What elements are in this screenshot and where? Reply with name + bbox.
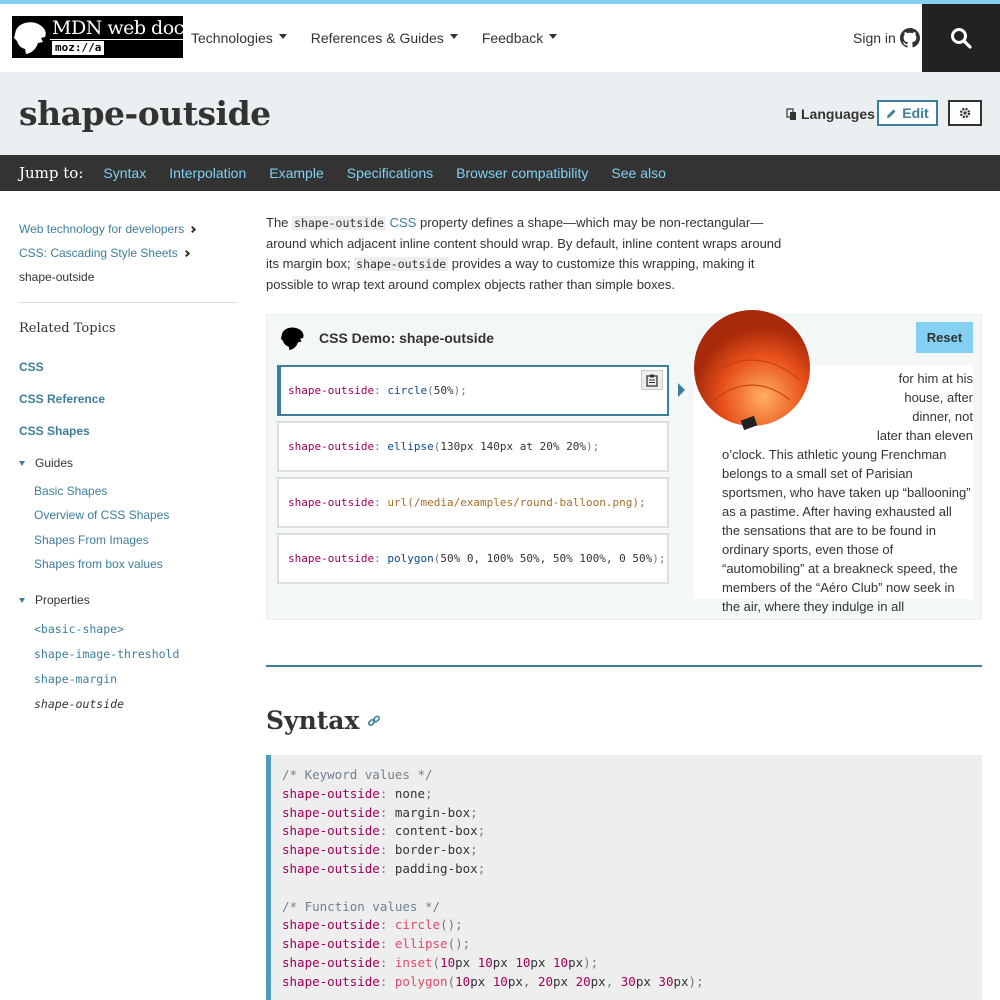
sidebar-prop-shape-margin[interactable]: shape-margin bbox=[34, 671, 118, 686]
demo-header bbox=[277, 323, 494, 353]
sidebar-link-css[interactable]: CSS bbox=[19, 360, 44, 374]
inline-code: shape-outside bbox=[294, 216, 385, 230]
dinosaur-icon bbox=[277, 323, 309, 353]
nav-feedback[interactable] bbox=[482, 30, 557, 46]
github-icon bbox=[900, 28, 920, 48]
edit-label: Edit bbox=[902, 105, 929, 121]
jump-link-example[interactable]: Example bbox=[269, 165, 324, 181]
code-comment: /* Keyword values */ bbox=[282, 767, 433, 782]
code-function: polygon bbox=[387, 552, 434, 565]
demo-choice-url[interactable]: shape-outside : url(/media/examples/round-balloon.png) ; bbox=[277, 477, 669, 528]
caret-down-icon bbox=[279, 34, 287, 39]
sidebar-guide-box-values[interactable]: Shapes from box values bbox=[34, 557, 163, 572]
code-property: shape-outside bbox=[288, 384, 375, 397]
triangle-down-icon bbox=[19, 461, 25, 466]
code-property: shape-outside bbox=[288, 496, 375, 509]
code-property: shape-outside bbox=[282, 860, 380, 876]
code-args: 50% 0, 100% 50%, 50% 100%, 0 50% bbox=[440, 552, 653, 565]
nav-feedback-label: Feedback bbox=[481, 30, 544, 46]
sidebar-group-guides[interactable] bbox=[19, 447, 237, 479]
code-keyword: content-box bbox=[394, 823, 478, 839]
demo-choice-polygon[interactable]: shape-outside : polygon ( 50% 0, 100% 50%, 50% 100%, 0 50% ); bbox=[277, 533, 669, 584]
code-keyword: margin-box bbox=[394, 804, 471, 820]
jump-bar bbox=[0, 155, 1000, 191]
pencil-icon bbox=[886, 108, 897, 119]
intro-text: provides a way to customize this wrapping, making it possible to wrap text around complex objects rather than simple boxes. bbox=[266, 256, 755, 292]
sidebar-link-css-reference[interactable]: CSS Reference bbox=[19, 392, 106, 406]
site-header bbox=[0, 4, 1000, 72]
sidebar-guide-basic-shapes[interactable]: Basic Shapes bbox=[34, 484, 108, 499]
syntax-code-block: /* Keyword values */ shape-outside: none; shape-outside: margin-box; shape-outside: content-box; shape-outside: border-box; shape-outside: padding-box; /* Function values */ shape-outside: circle(); shape-outside: ellipse(); shape-outside: inset(10px 10px 10px 10px); shape-outside: polygon(10px 10px, 20px 20px, 30px 30px); bbox=[266, 755, 982, 1000]
settings-button[interactable] bbox=[948, 100, 982, 126]
breadcrumb-css[interactable] bbox=[19, 241, 237, 265]
gear-icon bbox=[959, 107, 971, 119]
title-bar bbox=[0, 72, 1000, 155]
properties-label: Properties bbox=[35, 593, 90, 608]
chevron-right-icon bbox=[183, 249, 190, 256]
jump-link-specifications[interactable]: Specifications bbox=[346, 165, 434, 181]
interactive-demo bbox=[266, 314, 982, 620]
main-nav bbox=[191, 30, 581, 46]
guides-label: Guides bbox=[35, 456, 74, 470]
demo-title: CSS Demo: shape-outside bbox=[319, 330, 495, 346]
code-property: shape-outside bbox=[282, 823, 380, 839]
code-keyword: none bbox=[394, 785, 426, 801]
breadcrumb-current bbox=[19, 265, 237, 289]
code-property: shape-outside bbox=[282, 954, 380, 970]
code-keyword: padding-box bbox=[394, 860, 478, 876]
demo-output bbox=[694, 365, 973, 614]
sidebar-prop-shape-image-threshold[interactable]: shape-image-threshold bbox=[34, 646, 180, 661]
nav-references-guides[interactable] bbox=[311, 30, 458, 46]
code-property: shape-outside bbox=[282, 917, 380, 933]
brand-name: MDN web docs bbox=[52, 17, 194, 39]
inline-code: shape-outside bbox=[356, 257, 447, 271]
caret-down-icon bbox=[450, 34, 458, 39]
languages-label: Languages bbox=[801, 106, 875, 122]
jump-label: Jump to: bbox=[19, 164, 84, 182]
demo-choice-circle[interactable]: shape-outside : circle ( 50% ); bbox=[277, 365, 669, 416]
mozilla-wordmark: moz://a bbox=[52, 41, 104, 55]
output-line: house, after bbox=[904, 390, 973, 405]
code-args: 130px 140px at 20% 20% bbox=[440, 440, 587, 453]
syntax-heading-label: Syntax bbox=[266, 706, 360, 735]
copy-button[interactable] bbox=[641, 370, 663, 390]
output-line: dinner, not bbox=[912, 409, 973, 424]
breadcrumb-web-tech[interactable] bbox=[19, 217, 237, 241]
breadcrumb-label: CSS: Cascading Style Sheets bbox=[19, 246, 178, 260]
intro-text: The bbox=[266, 215, 293, 230]
sidebar-link-css-shapes[interactable]: CSS Shapes bbox=[19, 424, 90, 438]
triangle-down-icon bbox=[19, 598, 25, 603]
reset-button[interactable]: Reset bbox=[916, 322, 973, 353]
breadcrumb-label: Web technology for developers bbox=[19, 222, 185, 236]
sign-in-label: Sign in bbox=[853, 30, 896, 46]
output-line: o’clock. This athletic young Frenchman belongs to a small set of Parisian sportsmen, who have taken up “ballooning” as a pastime. After having exhausted all the sensations that are to be found in ordinary sports, even those of “automobiling” at a breakneck speed, the members of the “Aéro Club” now seek in the air, where they indulge in all bbox=[722, 447, 971, 614]
dinosaur-icon bbox=[12, 16, 50, 58]
code-comment: /* Function values */ bbox=[282, 898, 441, 914]
sidebar bbox=[19, 217, 237, 716]
code-property: shape-outside bbox=[282, 842, 380, 858]
code-property: shape-outside bbox=[288, 552, 375, 565]
related-topics-heading: Related Topics bbox=[19, 321, 116, 336]
nav-references-label: References & Guides bbox=[310, 30, 444, 46]
demo-choice-ellipse[interactable]: shape-outside : ellipse ( 130px 140px at 20% 20% ); bbox=[277, 421, 669, 472]
jump-link-see-also[interactable]: See also bbox=[611, 165, 666, 181]
jump-link-browser-compat[interactable]: Browser compatibility bbox=[456, 165, 589, 181]
edit-button[interactable] bbox=[877, 100, 938, 126]
css-link[interactable]: CSS bbox=[389, 215, 417, 230]
code-function: circle bbox=[387, 384, 428, 397]
language-icon bbox=[786, 108, 797, 121]
code-property: shape-outside bbox=[288, 440, 375, 453]
code-url: url(/media/examples/round-balloon.png) bbox=[387, 496, 640, 509]
code-keyword: border-box bbox=[394, 842, 471, 858]
code-property: shape-outside bbox=[282, 804, 380, 820]
sign-in-link[interactable] bbox=[853, 28, 920, 48]
search-button[interactable] bbox=[922, 4, 1000, 72]
spacer bbox=[19, 576, 237, 584]
languages-button[interactable] bbox=[786, 106, 875, 122]
chevron-right-icon bbox=[189, 225, 196, 232]
code-property: shape-outside bbox=[282, 785, 380, 801]
code-function: ellipse bbox=[387, 440, 434, 453]
syntax-heading bbox=[266, 706, 381, 735]
sidebar-guide-overview[interactable]: Overview of CSS Shapes bbox=[34, 508, 170, 523]
clipboard-icon bbox=[646, 374, 658, 387]
nav-technologies-label: Technologies bbox=[191, 30, 273, 46]
sidebar-prop-shape-outside: shape-outside bbox=[34, 696, 125, 711]
link-icon[interactable] bbox=[367, 714, 381, 728]
jump-link-syntax[interactable]: Syntax bbox=[103, 165, 147, 181]
sidebar-group-properties[interactable] bbox=[19, 584, 237, 616]
section-divider bbox=[266, 665, 982, 667]
nav-technologies[interactable] bbox=[191, 30, 287, 46]
breadcrumb-label: shape-outside bbox=[19, 270, 95, 284]
output-line: for him at his bbox=[898, 371, 973, 386]
code-args: 50% bbox=[433, 384, 454, 397]
sidebar-guide-from-images[interactable]: Shapes From Images bbox=[34, 532, 149, 547]
sidebar-prop-basic-shape[interactable]: <basic-shape> bbox=[34, 621, 125, 636]
mdn-logo[interactable] bbox=[12, 16, 194, 58]
code-property: shape-outside bbox=[282, 936, 380, 952]
sidebar-divider bbox=[19, 302, 237, 303]
caret-down-icon bbox=[549, 34, 557, 39]
jump-link-interpolation[interactable]: Interpolation bbox=[169, 165, 247, 181]
code-property: shape-outside bbox=[282, 973, 380, 989]
balloon-image bbox=[684, 280, 834, 430]
intro-text: property defines a shape—which may be non-rectangular—around which adjacent inline content should wrap. By default, inline content wraps around its margin box; bbox=[266, 215, 782, 271]
page-title: shape-outside bbox=[19, 94, 271, 133]
search-icon bbox=[950, 27, 972, 49]
output-line: later than eleven bbox=[876, 428, 973, 443]
